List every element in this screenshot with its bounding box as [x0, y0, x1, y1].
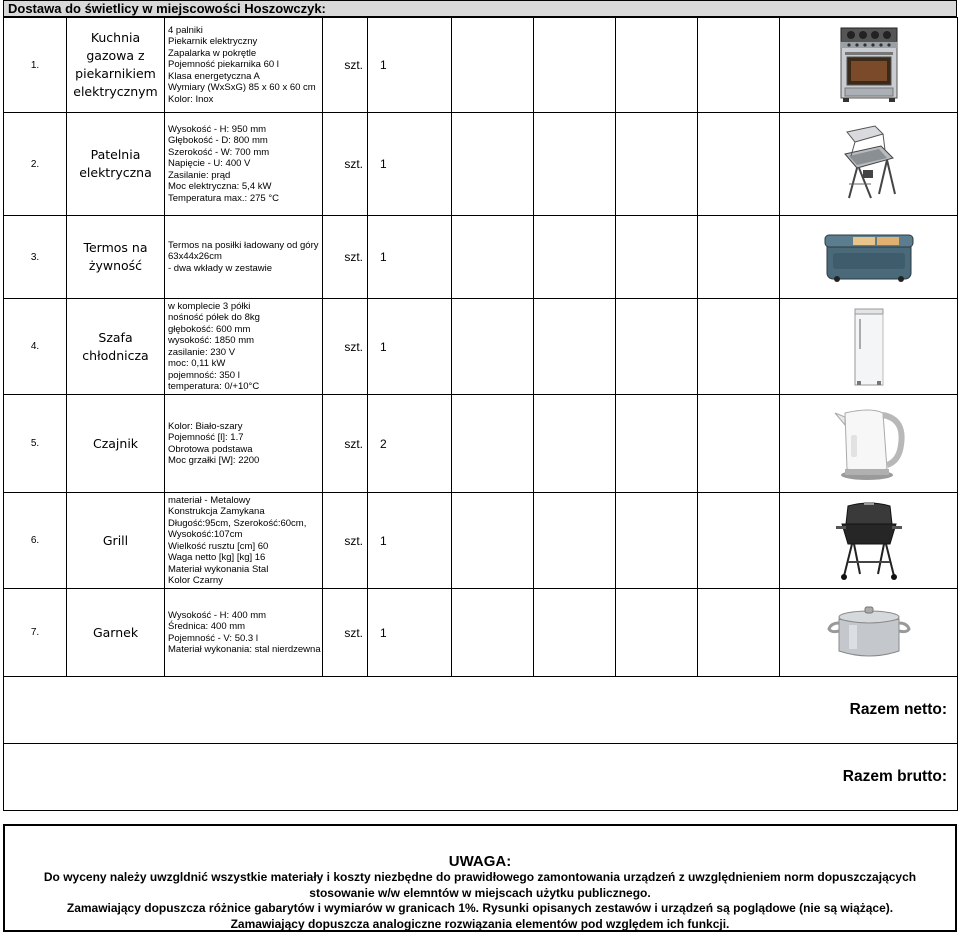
pot-icon: [827, 605, 911, 661]
item-name: Patelnia elektryczna: [67, 113, 165, 216]
item-unit: szt.: [323, 113, 368, 216]
price-cell: [698, 589, 780, 677]
item-unit: szt.: [323, 493, 368, 589]
price-cell: [616, 395, 698, 493]
note-box: [3, 824, 957, 932]
item-unit: szt.: [323, 216, 368, 299]
price-cell: [452, 299, 534, 395]
price-cell: [698, 18, 780, 113]
gross-total-row: [4, 744, 958, 811]
item-unit: szt.: [323, 299, 368, 395]
item-name: Garnek: [67, 589, 165, 677]
item-unit: szt.: [323, 395, 368, 493]
price-cell: [452, 18, 534, 113]
item-quantity: 1: [368, 299, 452, 395]
tilting-pan-icon: [837, 124, 901, 204]
food-thermos-icon: [823, 231, 915, 283]
net-total-row: [4, 677, 958, 744]
item-unit: szt.: [323, 589, 368, 677]
item-number: 2.: [4, 113, 67, 216]
item-image-cell: [780, 299, 958, 395]
table-row: [4, 493, 958, 589]
price-cell: [616, 589, 698, 677]
item-description: Kolor: Biało-szary Pojemność [l]: 1.7 Obrotowa podstawa Moc grzałki [W]: 2200: [165, 395, 323, 493]
table-row: [4, 395, 958, 493]
item-quantity: 1: [368, 493, 452, 589]
price-cell: [452, 589, 534, 677]
price-cell: [698, 299, 780, 395]
item-name: Grill: [67, 493, 165, 589]
item-number: 1.: [4, 18, 67, 113]
price-cell: [534, 395, 616, 493]
item-quantity: 1: [368, 113, 452, 216]
note-line: Zamawiający dopuszcza różnice gabarytów i wymiarów w granicach 1%. Rysunki opisanych zestawów i urządzeń są poglądowe (nie są wiążące).: [66, 901, 894, 915]
items-table: [3, 17, 958, 811]
price-cell: [452, 216, 534, 299]
price-cell: [616, 299, 698, 395]
section-title: Dostawa do świetlicy w miejscowości Hoszowczyk:: [3, 0, 957, 17]
item-description: Termos na posiłki ładowany od góry 63x44x26cm - dwa wkłady w zestawie: [165, 216, 323, 299]
item-description: Wysokość - H: 950 mm Głębokość - D: 800 mm Szerokość - W: 700 mm Napięcie - U: 400 V Zasilanie: prąd Moc elektryczna: 5,4 kW Temperatura max.: 275 °C: [165, 113, 323, 216]
item-number: 6.: [4, 493, 67, 589]
net-total-label: Razem netto:: [4, 677, 958, 744]
price-cell: [616, 18, 698, 113]
item-image-cell: [780, 493, 958, 589]
price-cell: [452, 493, 534, 589]
gross-total-label: Razem brutto:: [4, 744, 958, 811]
item-unit: szt.: [323, 18, 368, 113]
kettle-icon: [831, 405, 907, 483]
item-quantity: 1: [368, 216, 452, 299]
price-cell: [698, 493, 780, 589]
item-quantity: 1: [368, 18, 452, 113]
note-line: Zamawiający dopuszcza analogiczne rozwiązania elementów pod względem ich funkcji.: [230, 916, 730, 931]
item-quantity: 2: [368, 395, 452, 493]
price-cell: [698, 216, 780, 299]
item-description: w komplecie 3 półki nośność półek do 8kg głębokość: 600 mm wysokość: 1850 mm zasilanie: 230 V moc: 0,11 kW pojemność: 350 l temperatura: 0/+10°C: [165, 299, 323, 395]
item-description: materiał - Metalowy Konstrukcja Zamykana Długość:95cm, Szerokość:60cm, Wysokość:107cm Wielkość rusztu [cm] 60 Waga netto [kg] [kg] 16 Materiał wykonania Stal Kolor Czarny: [165, 493, 323, 589]
table-row: [4, 299, 958, 395]
price-cell: [616, 113, 698, 216]
item-image-cell: [780, 589, 958, 677]
price-cell: [534, 493, 616, 589]
price-cell: [616, 216, 698, 299]
item-image-cell: [780, 395, 958, 493]
grill-icon: [834, 500, 904, 582]
price-cell: [534, 299, 616, 395]
table-row: [4, 216, 958, 299]
note-line: Do wyceny należy uwzgldnić wszystkie materiały i koszty niezbędne do prawidłowego zamontowania urządzeń z uwzględnieniem norm dopuszczających: [43, 870, 917, 884]
item-number: 7.: [4, 589, 67, 677]
price-cell: [534, 589, 616, 677]
price-cell: [534, 216, 616, 299]
item-number: 4.: [4, 299, 67, 395]
note-line: stosowanie w/w elemntów w miejscach użytku publicznego.: [309, 885, 651, 900]
item-description: 4 palniki Piekarnik elektryczny Zapalarka w pokrętle Pojemność piekarnika 60 l Klasa energetyczna A Wymiary (WxSxG) 85 x 60 x 60 cm Kolor: Inox: [165, 18, 323, 113]
item-image-cell: [780, 216, 958, 299]
item-name: Kuchnia gazowa z piekarnikiem elektrycznym: [67, 18, 165, 113]
price-cell: [534, 18, 616, 113]
item-name: Czajnik: [67, 395, 165, 493]
table-row: [4, 18, 958, 113]
item-description: Wysokość - H: 400 mm Średnica: 400 mm Pojemność - V: 50.3 l Materiał wykonania: stal nierdzewna: [165, 589, 323, 677]
item-number: 5.: [4, 395, 67, 493]
table-row: [4, 113, 958, 216]
item-image-cell: [780, 113, 958, 216]
fridge-icon: [852, 307, 886, 387]
item-name: Szafa chłodnicza: [67, 299, 165, 395]
price-cell: [452, 395, 534, 493]
price-cell: [452, 113, 534, 216]
gas-cooker-icon: [839, 26, 899, 104]
item-image-cell: [780, 18, 958, 113]
item-quantity: 1: [368, 589, 452, 677]
price-cell: [698, 395, 780, 493]
table-row: [4, 589, 958, 677]
item-number: 3.: [4, 216, 67, 299]
price-cell: [698, 113, 780, 216]
price-cell: [616, 493, 698, 589]
note-title: UWAGA:: [448, 853, 512, 870]
price-cell: [534, 113, 616, 216]
item-name: Termos na żywność: [67, 216, 165, 299]
